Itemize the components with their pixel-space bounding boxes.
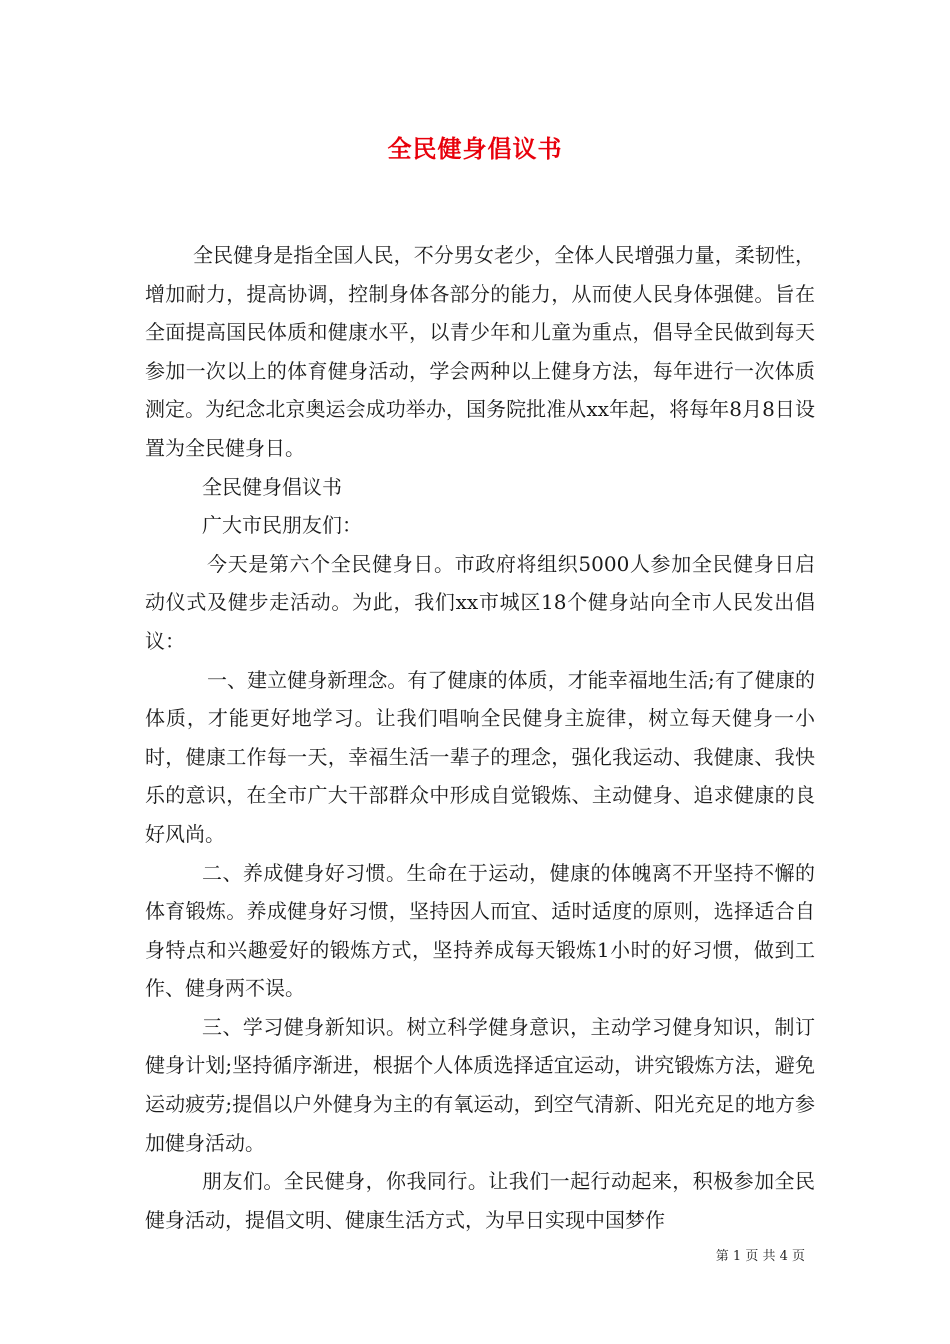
paragraph-announcement: 今天是第六个全民健身日。市政府将组织5000人参加全民健身日启动仪式及健步走活动。为此，我们xx市城区18个健身站向全市人民发出倡议： [145, 551, 815, 653]
paragraph-point-two: 二、养成健身好习惯。生命在于运动，健康的体魄离不开坚持不懈的体育锻炼。养成健身好习惯，坚持因人而宜、适时适度的原则，选择适合自身特点和兴趣爱好的锻炼方式，坚持养成每天锻炼1小时的好习惯，做到工作、健身两不误。 [145, 860, 815, 1001]
page-number [716, 1248, 805, 1266]
paragraph-point-one: 一、建立健身新理念。有了健康的体质，才能幸福地生活;有了健康的体质，才能更好地学习。让我们唱响全民健身主旋律，树立每天健身一小时，健康工作每一天，幸福生活一辈子的理念，强化我运动、我健康、我快乐的意识，在全市广大干部群众中形成自觉锻炼、主动健身、追求健康的良好风尚。 [145, 667, 815, 846]
paragraph-closing: 朋友们。全民健身，你我同行。让我们一起行动起来，积极参加全民健身活动，提倡文明、健康生活方式，为早日实现中国梦作 [145, 1169, 815, 1232]
document-body [145, 236, 815, 1239]
paragraph-salutation: 广大市民朋友们： [202, 513, 362, 538]
paragraph-point-three: 三、学习健身新知识。树立科学健身意识，主动学习健身知识，制订健身计划;坚持循序渐进，根据个人体质选择适宜运动，讲究锻炼方法，避免运动疲劳;提倡以户外健身为主的有氧运动，到空气清新、阳光充足的地方参加健身活动。 [145, 1014, 815, 1155]
page-number-label: 第 1 页 共 4 页 [715, 1249, 805, 1264]
document-title: 全民健身倡议书 [387, 134, 563, 163]
paragraph-intro: 全民健身是指全国人民，不分男女老少，全体人民增强力量，柔韧性，增加耐力，提高协调，控制身体各部分的能力，从而使人民身体强健。旨在全面提高国民体质和健康水平，以青少年和儿童为重点，倡导全民做到每天参加一次以上的体育健身活动，学会两种以上健身方法，每年进行一次体质测定。为纪念北京奥运会成功举办，国务院批准从xx年起，将每年8月8日设置为全民健身日。 [145, 243, 815, 460]
paragraph-subtitle: 全民健身倡议书 [202, 474, 342, 499]
